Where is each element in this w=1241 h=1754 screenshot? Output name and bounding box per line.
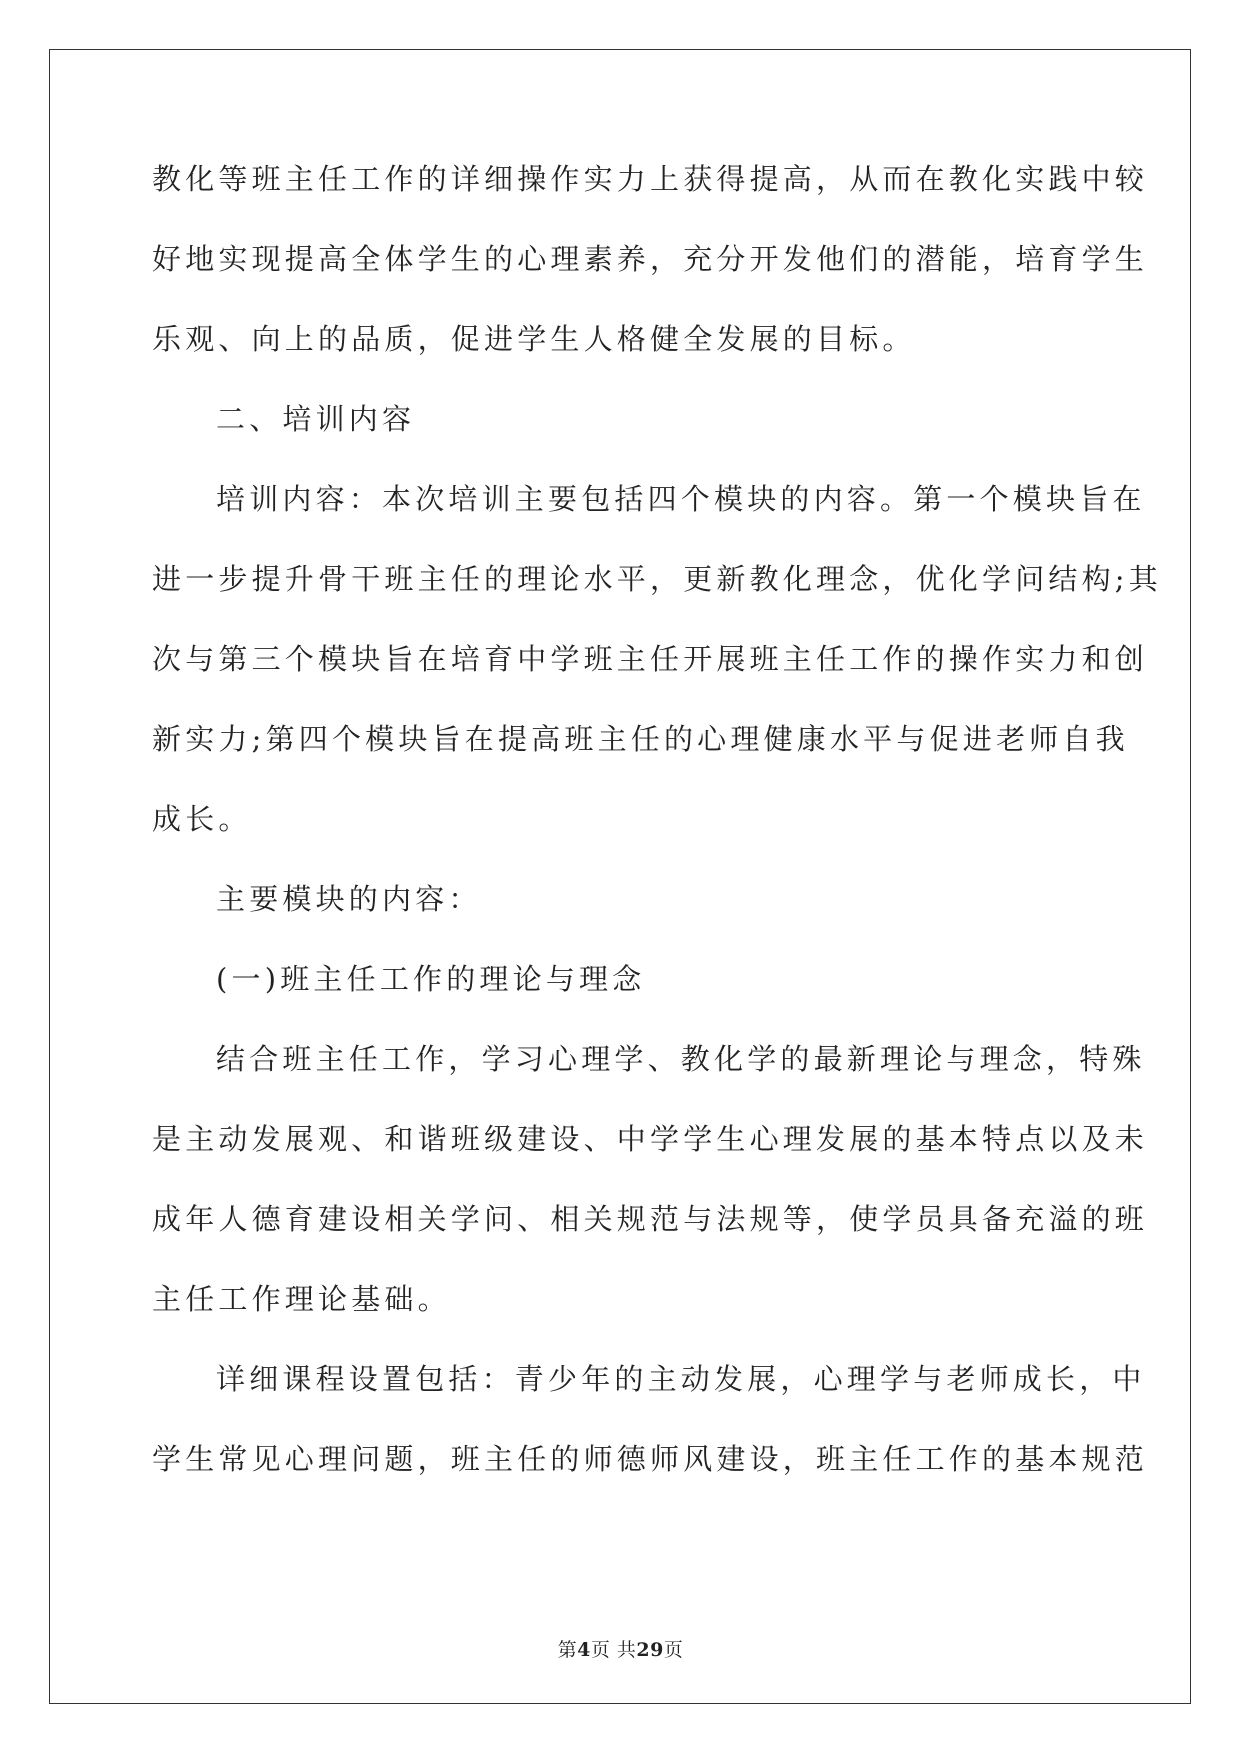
- text-line: 好地实现提高全体学生的心理素养，充分开发他们的潜能，培育学生: [152, 242, 1149, 276]
- text-line: 主任工作理论基础。: [152, 1282, 451, 1316]
- footer-mid: 页 共: [590, 1639, 637, 1661]
- text-line: 次与第三个模块旨在培育中学班主任开展班主任工作的操作实力和创: [152, 642, 1149, 676]
- page-footer: [0, 1635, 1241, 1662]
- text-line: 成长。: [152, 802, 252, 836]
- subsection-heading: (一)班主任工作的理论与理念: [216, 962, 646, 996]
- text-line: 乐观、向上的品质，促进学生人格健全发展的目标。: [152, 322, 916, 356]
- text-line: 成年人德育建设相关学问、相关规范与法规等，使学员具备充溢的班: [152, 1202, 1149, 1236]
- text-line: 进一步提升骨干班主任的理论水平，更新教化理念，优化学问结构;其: [152, 562, 1162, 596]
- text-line: 新实力;第四个模块旨在提高班主任的心理健康水平与促进老师自我: [152, 722, 1129, 756]
- text-line: 学生常见心理问题，班主任的师德师风建设，班主任工作的基本规范: [152, 1442, 1149, 1476]
- text-line: 主要模块的内容：: [216, 882, 482, 916]
- footer-page-number: 4: [577, 1639, 591, 1661]
- footer-total-pages: 29: [636, 1639, 664, 1661]
- footer-prefix: 第: [557, 1639, 578, 1661]
- text-line: 是主动发展观、和谐班级建设、中学学生心理发展的基本特点以及未: [152, 1122, 1149, 1156]
- footer-suffix: 页: [663, 1639, 684, 1661]
- document-body: [152, 161, 1162, 1521]
- text-line: 教化等班主任工作的详细操作实力上获得提高，从而在教化实践中较: [152, 162, 1149, 196]
- section-heading: 二、培训内容: [216, 402, 416, 436]
- text-line: 培训内容：本次培训主要包括四个模块的内容。第一个模块旨在: [216, 482, 1146, 516]
- text-line: 结合班主任工作，学习心理学、教化学的最新理论与理念，特殊: [216, 1042, 1146, 1076]
- text-line: 详细课程设置包括：青少年的主动发展，心理学与老师成长，中: [216, 1362, 1146, 1396]
